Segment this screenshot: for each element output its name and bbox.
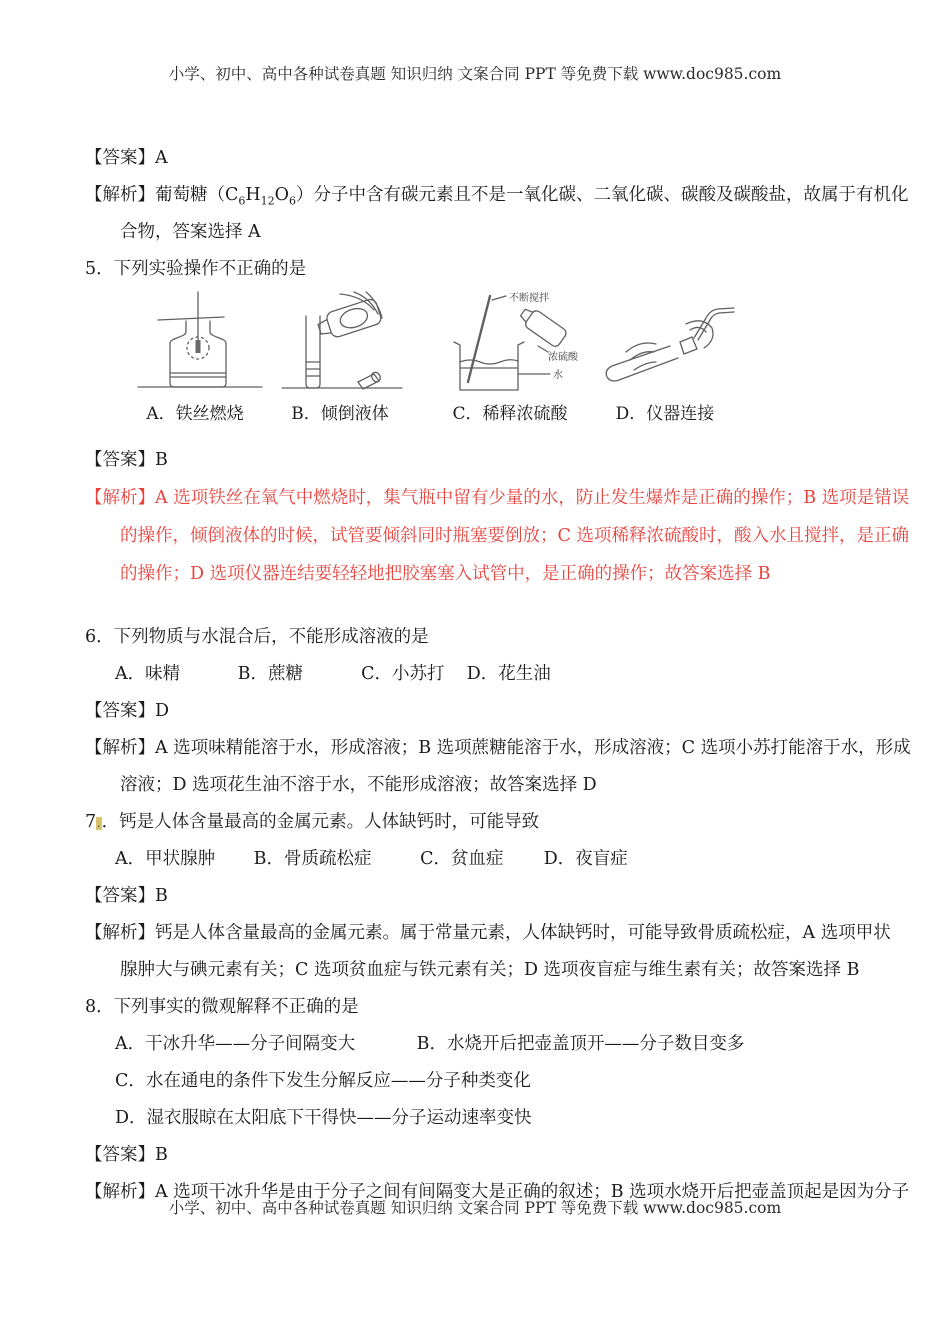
- q6-answer-line: 【答案】D: [85, 701, 170, 721]
- formula-h: H: [245, 185, 261, 205]
- label-water: 水: [553, 370, 563, 381]
- connecting-apparatus-illustration: [590, 290, 740, 402]
- q7-answer-line: 【答案】B: [85, 886, 168, 906]
- label-concentrated-sulfuric-acid: 浓硫酸: [548, 352, 578, 363]
- q6-option-b: B．蔗糖: [237, 664, 303, 684]
- spacer: [85, 428, 875, 442]
- q6-question: 6．下列物质与水混合后，不能形成溶液的是: [85, 627, 429, 647]
- figure-d-caption: D．仪器连接: [615, 404, 715, 424]
- page-header-text: 小学、初中、高中各种试卷真题 知识归纳 文案合同 PPT 等免费下载 www.doc985.com: [168, 65, 782, 83]
- q7-highlight-dot: .: [97, 817, 101, 830]
- q5-analysis-line3: 的操作；D 选项仪器连结要轻轻地把胶塞塞入试管中，是正确的操作；故答案选择 B: [120, 564, 771, 584]
- q7-option-b: B．骨质疏松症: [253, 849, 372, 869]
- figure-iron-wire-burning: [120, 290, 270, 428]
- q7-option-d: D．夜盲症: [543, 849, 628, 869]
- spacer: [85, 593, 875, 619]
- q5-answer-line: 【答案】B: [85, 450, 168, 470]
- q8-option-d: D．湿衣服晾在太阳底下干得快——分子运动速率变快: [115, 1108, 532, 1128]
- formula-subscript-12: 12: [260, 194, 275, 208]
- figure-a-caption: A．铁丝燃烧: [146, 404, 244, 424]
- q6-analysis-line1: 【解析】A 选项味精能溶于水，形成溶液；B 选项蔗糖能溶于水，形成溶液；C 选项小苏打能溶于水，形成: [85, 738, 911, 758]
- q4-analysis-post: ）分子中含有碳元素且不是一氧化碳、二氧化碳、碳酸及碳酸盐，故属于有机化: [296, 185, 909, 205]
- q6-option-a: A．味精: [115, 664, 181, 684]
- formula-o: O: [274, 185, 290, 205]
- document-content: [85, 140, 911, 1211]
- figure-diluting-acid: [430, 290, 590, 428]
- q6-analysis-line2: 溶液；D 选项花生油不溶于水，不能形成溶液；故答案选择 D: [120, 775, 597, 795]
- q7-analysis-line2: 腺肿大与碘元素有关；C 选项贫血症与铁元素有关；D 选项夜盲症与维生素有关；故答案选择 B: [120, 960, 860, 980]
- q8-option-b: B．水烧开后把壶盖顶开——分子数目变多: [416, 1034, 745, 1054]
- q6-option-d: D．花生油: [466, 664, 551, 684]
- q7-option-a: A．甲状腺肿: [115, 849, 216, 869]
- q4-analysis-line2: 合物，答案选择 A: [120, 222, 261, 242]
- q8-answer-line: 【答案】B: [85, 1145, 168, 1165]
- figure-connecting-apparatus: [590, 290, 740, 428]
- q5-analysis-line2: 的操作，倾倒液体的时候，试管要倾斜同时瓶塞要倒放；C 选项稀释浓硫酸时，酸入水且搅拌，是正确: [120, 526, 909, 546]
- q8-options-row1: [85, 1026, 875, 1063]
- q5-question: 5．下列实验操作不正确的是: [85, 259, 307, 279]
- q7-number: 7: [85, 812, 97, 832]
- q4-answer-line: 【答案】A: [85, 148, 168, 168]
- pouring-liquid-illustration: [270, 290, 410, 402]
- q4-analysis-line1: [85, 177, 909, 214]
- q6-options-row: [85, 656, 875, 693]
- formula-subscript-6b: 6: [289, 194, 297, 208]
- q8-analysis-line1: 【解析】A 选项干冰升华是由于分子之间有间隔变大是正确的叙述；B 选项水烧开后把壶盖顶起是因为分子: [85, 1182, 910, 1202]
- iron-wire-burning-illustration: [120, 290, 270, 402]
- q8-option-a: A．干冰升华——分子间隔变大: [115, 1034, 356, 1054]
- q5-analysis-line1: 【解析】A 选项铁丝在氧气中燃烧时，集气瓶中留有少量的水，防止发生爆炸是正确的操作；B 选项是错误: [85, 488, 910, 508]
- q7-option-c: C．贫血症: [420, 849, 504, 869]
- label-stir-constantly: 不断搅拌: [509, 293, 549, 304]
- q7-options-row: [85, 841, 875, 878]
- q6-option-c: C．小苏打: [361, 664, 445, 684]
- formula-subscript-6: 6: [238, 194, 246, 208]
- page-footer-text: 小学、初中、高中各种试卷真题 知识归纳 文案合同 PPT 等免费下载 www.doc985.com: [168, 1199, 782, 1217]
- q5-figure-row: [85, 290, 875, 428]
- figure-c-caption: C．稀释浓硫酸: [452, 404, 568, 424]
- figure-pouring-liquid: [270, 290, 410, 428]
- q7-analysis-line1: 【解析】钙是人体含量最高的金属元素。属于常量元素，人体缺钙时，可能导致骨质疏松症，A 选项甲状: [85, 923, 891, 943]
- figure-b-caption: B．倾倒液体: [291, 404, 389, 424]
- diluting-acid-illustration: [430, 290, 590, 402]
- q8-question: 8．下列事实的微观解释不正确的是: [85, 997, 359, 1017]
- q7-question-text: ．钙是人体含量最高的金属元素。人体缺钙时，可能导致: [101, 812, 540, 832]
- q8-option-c: C．水在通电的条件下发生分解反应——分子种类变化: [115, 1071, 531, 1091]
- q4-analysis-pre: 【解析】葡萄糖（C: [85, 185, 239, 205]
- q7-question: [85, 804, 875, 841]
